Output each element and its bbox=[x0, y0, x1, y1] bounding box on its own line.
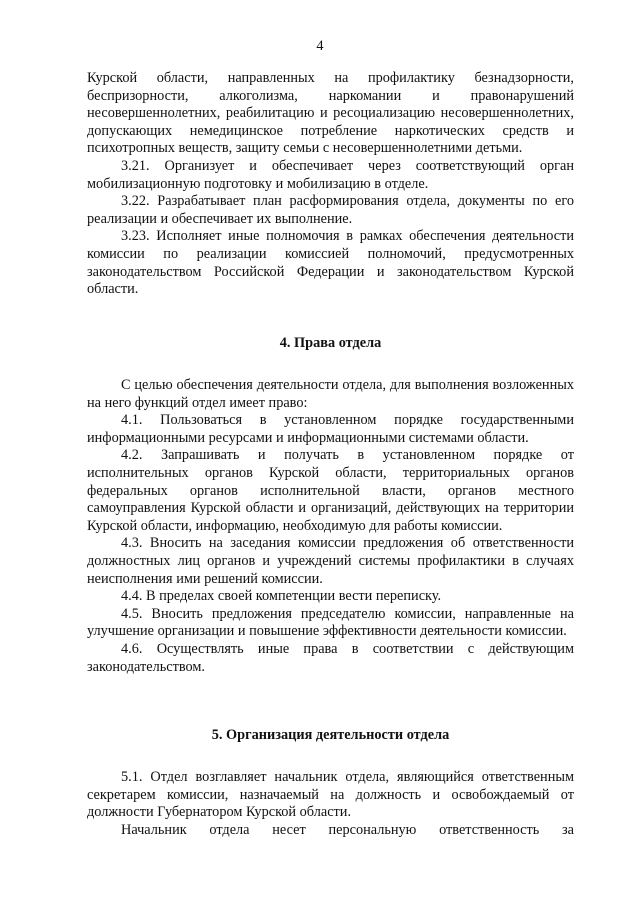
paragraph-3-21: 3.21. Организует и обеспечивает через соответствующий орган мобилизационную подготовку и мобилизацию в отделе. bbox=[87, 157, 574, 192]
paragraph-3-22: 3.22. Разрабатывает план расформирования отдела, документы по его реализации и обеспечивает их выполнение. bbox=[87, 193, 574, 227]
section-5-heading: 5. Организация деятельности отдела bbox=[211, 727, 450, 743]
paragraph-continuation: Курской области, направленных на профилактику безнадзорности, беспризорности, алкоголизма, наркомании и правонарушений несовершеннолетних, реабилитацию и ресоциализацию несовершеннолетних, допускающих немедицинское потребление наркотических средств и психотропных веществ, защиту семьи с несовершеннолетними детьми. bbox=[87, 70, 574, 157]
paragraph-4-6: 4.6. Осуществлять иные права в соответствии с действующим законодательством. bbox=[87, 640, 574, 675]
paragraph-4-5: 4.5. Вносить предложения председателю комиссии, направленные на улучшение организации и повышение эффективности деятельности комиссии. bbox=[87, 605, 574, 640]
paragraph-4-2: 4.2. Запрашивать и получать в установленном порядке от исполнительных органов Курской области, территориальных органов федеральных органов исполнительной власти, органов местного самоуправления Курской области и организаций, действующих на территории Курской области, информацию, необходимую для работы комиссии. bbox=[87, 447, 574, 534]
section-4-body bbox=[87, 377, 574, 676]
paragraph-4-intro: С целью обеспечения деятельности отдела, для выполнения возложенных на него функций отдел имеет право: bbox=[87, 377, 574, 411]
top-text-block bbox=[87, 70, 574, 299]
paragraph-4-3: 4.3. Вносить на заседания комиссии предложения об ответственности должностных лиц органов и учреждений системы профилактики в случаях неисполнения ими решений комиссии. bbox=[87, 535, 574, 587]
paragraph-4-4: 4.4. В пределах своей компетенции вести переписку. bbox=[121, 588, 442, 605]
section-5-body bbox=[87, 769, 574, 839]
paragraph-5-1: 5.1. Отдел возглавляет начальник отдела, являющийся ответственным секретарем комиссии, назначаемый на должность и освобождаемый от должности Губернатором Курской области. bbox=[87, 769, 574, 821]
paragraph-3-23: 3.23. Исполняет иные полномочия в рамках обеспечения деятельности комиссии по реализации комиссией полномочий, предусмотренных законодательством Российской Федерации и законодательством Курской области. bbox=[87, 228, 574, 298]
page-number: 4 bbox=[316, 38, 324, 54]
section-4-heading: 4. Права отдела bbox=[279, 335, 382, 351]
paragraph-5-next: Начальник отдела несет персональную ответственность за bbox=[121, 821, 574, 838]
paragraph-4-1: 4.1. Пользоваться в установленном порядке государственными информационными ресурсами и информационными системами области. bbox=[87, 412, 574, 446]
